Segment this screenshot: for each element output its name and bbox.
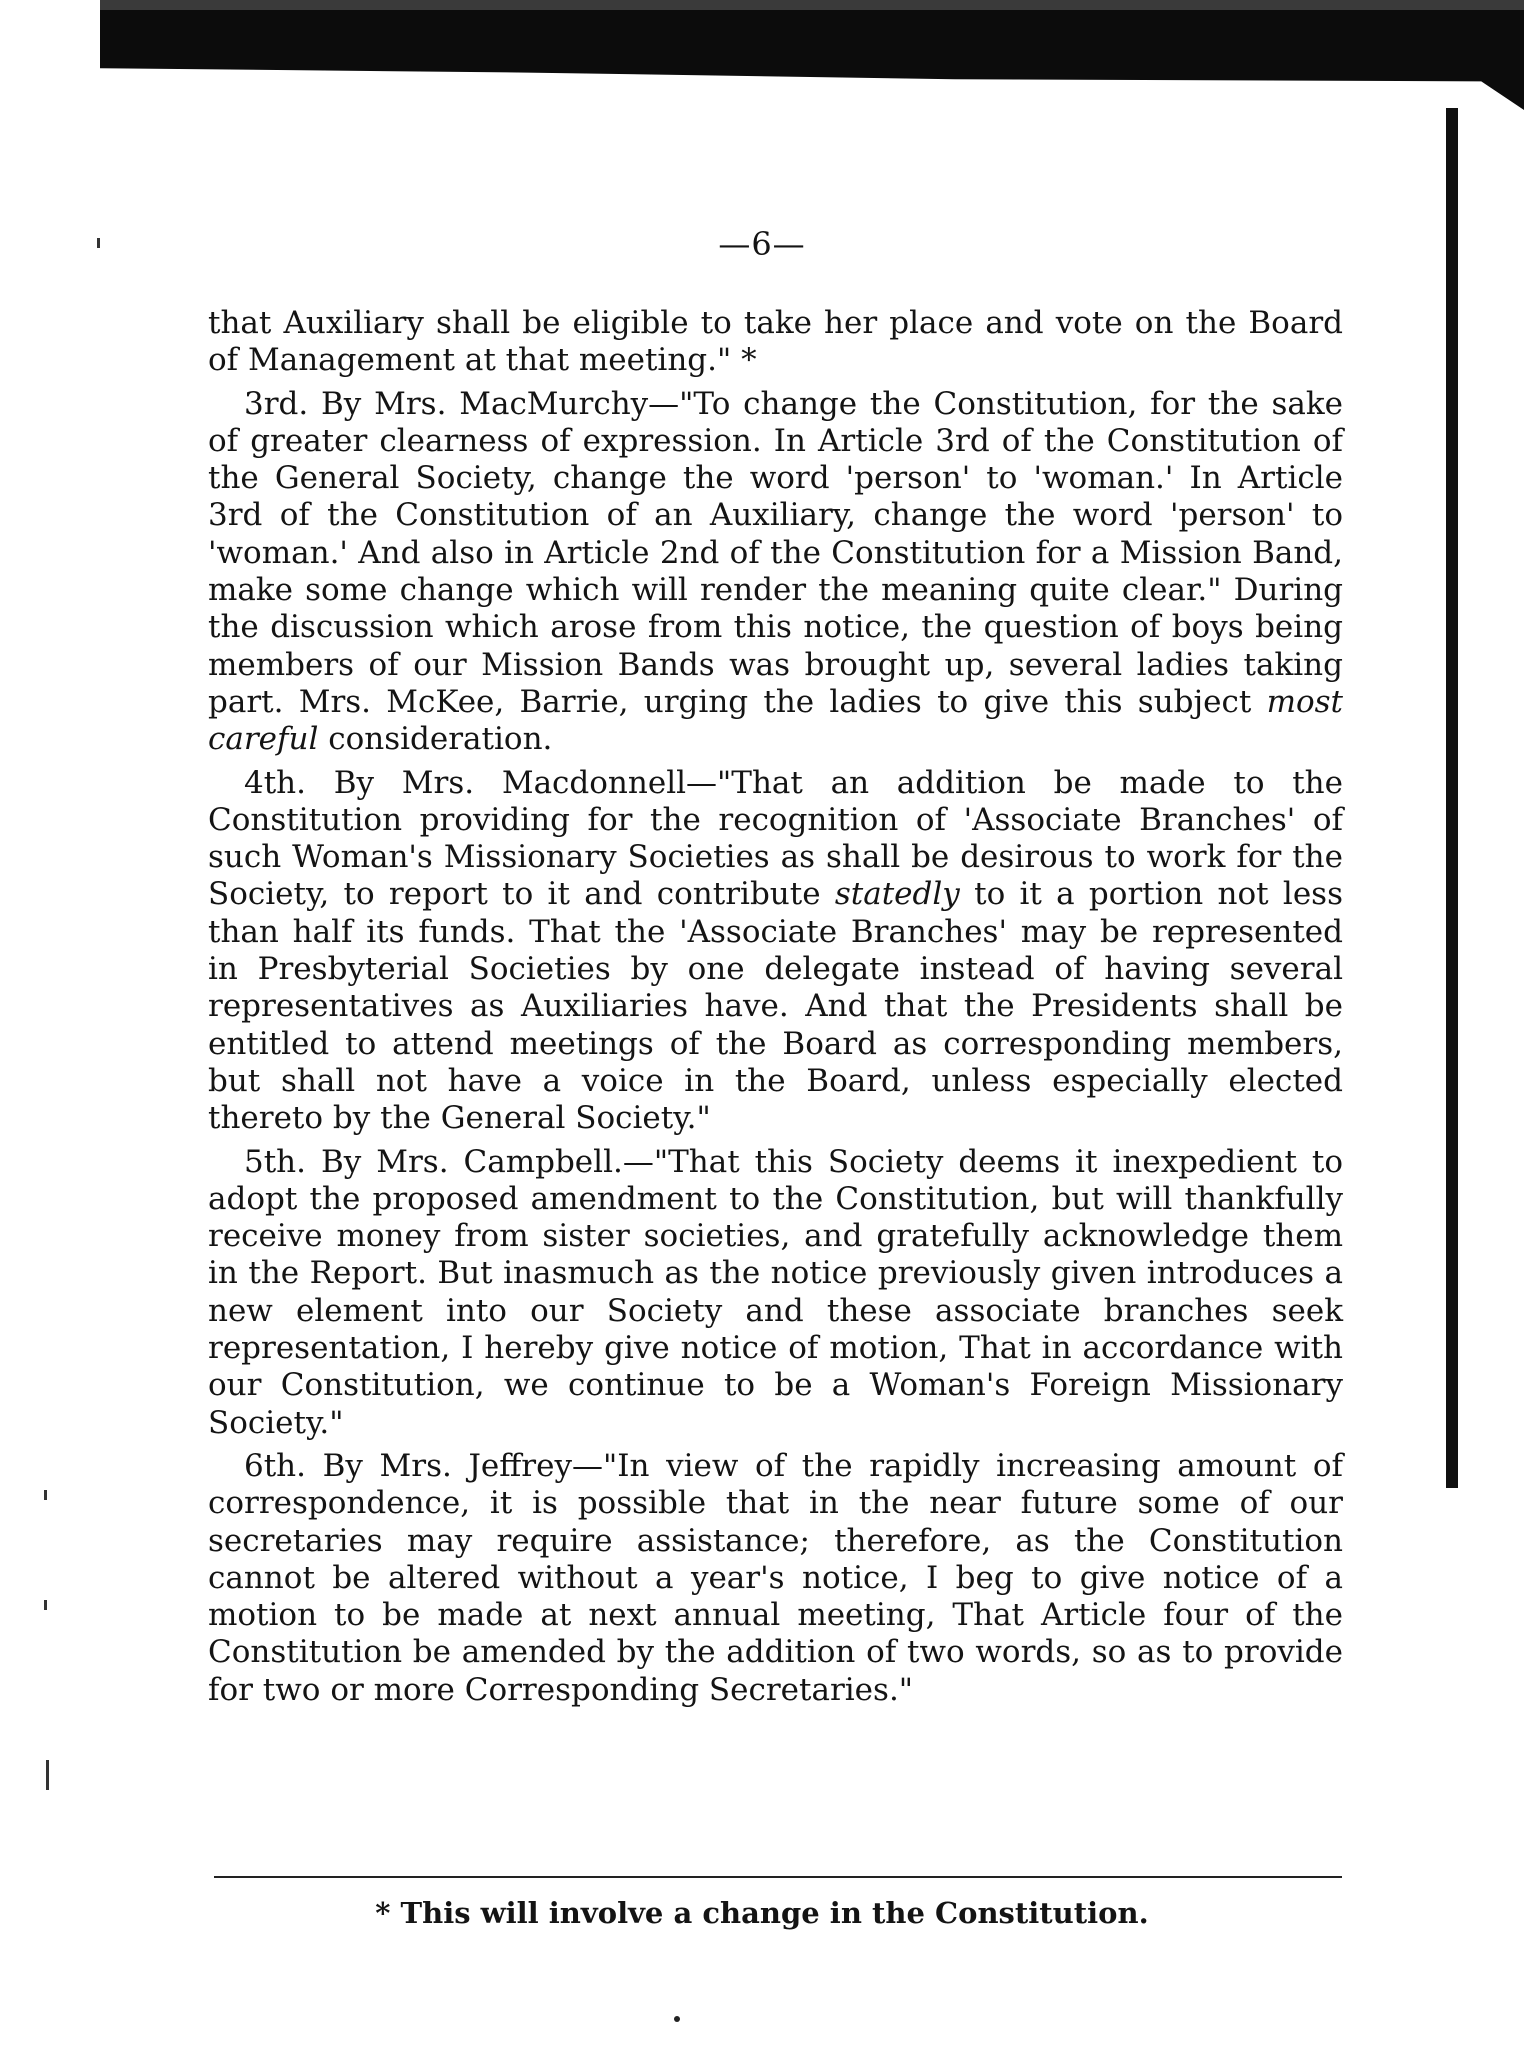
- body-text: [208, 305, 1343, 1715]
- scan-dark-edge-right: [1446, 108, 1458, 1488]
- emphasis-text: most careful: [208, 683, 1344, 758]
- scan-speck: [46, 1760, 49, 1790]
- paragraph-text: 3rd. By Mrs. MacMurchy—"To change the Constitution, for the sake of greater clearness of expression. In Article 3rd of the Constitution of the General Society, change the word 'person' to 'woman.' In Article 3rd of the Constitution of an Auxiliary, change the word 'person' to 'woman.' And also in Article 2nd of the Constitution for a Mission Band, make some change which will render the meaning quite clear." During the discussion which arose from this notice, the question of boys being members of our Mission Bands was brought up, several ladies taking part. Mrs. McKee, Barrie, urging the ladies to give this subject: [208, 385, 1343, 720]
- paragraph-motion-5th: 5th. By Mrs. Campbell.—"That this Society deems it inexpedient to adopt the proposed amendment to the Constitution, but will thankfully receive money from sister societies, and gratefully acknowledge them in the Report. But inasmuch as the notice previously given introduces a new element into our Society and these associate branches seek representation, I hereby give notice of motion, That in accordance with our Constitution, we continue to be a Woman's Foreign Missionary Society.": [208, 1143, 1343, 1441]
- emphasis-text: statedly: [834, 876, 960, 913]
- footnote-rule: [214, 1876, 1342, 1878]
- paragraph-text: 4th. By Mrs. Macdonnell—"That an addition be made to the Constitution providing for the recognition of 'Associate Branches' of such Woman's Missionary Societies as shall be desirous to work for the Society, to report to it and contribute: [208, 764, 1343, 913]
- scan-dark-edge-top: [100, 0, 1524, 110]
- footnote: * This will involve a change in the Constitution.: [375, 1896, 1149, 1930]
- paragraph-motion-6th: 6th. By Mrs. Jeffrey—"In view of the rapidly increasing amount of correspondence, it is possible that in the near future some of our secretaries may require assistance; therefore, as the Constitution cannot be altered without a year's notice, I beg to give notice of a motion to be made at next annual meeting, That Article four of the Constitution be amended by the addition of two words, so as to provide for two or more Corresponding Secretaries.": [208, 1447, 1343, 1708]
- paragraph-continuation: that Auxiliary shall be eligible to take her place and vote on the Board of Management at that meeting." *: [208, 305, 1343, 379]
- scan-speck: [44, 1490, 47, 1500]
- scan-speck: [44, 1600, 47, 1610]
- paragraph-text: consideration.: [328, 721, 553, 758]
- scan-dot: [674, 2016, 680, 2022]
- page-number: —6—: [718, 225, 806, 263]
- paragraph-motion-4th: [208, 765, 1343, 1138]
- paragraph-text: to it a portion not less than half its funds. That the 'Associate Branches' may be represented in Presbyterial Societies by one delegate instead of having several representatives as Auxiliaries have. And that the Presidents shall be entitled to attend meetings of the Board as corresponding members, but shall not have a voice in the Board, unless especially elected thereto by the General Society.": [208, 876, 1343, 1137]
- paragraph-motion-3rd: [208, 386, 1343, 759]
